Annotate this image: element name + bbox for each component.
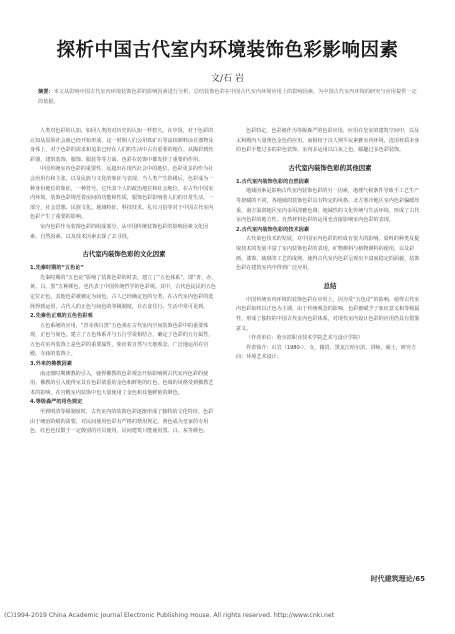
author-bio: 作者简介：石岩（1980-），女，籍贯，黑龙江哈尔滨，讲师，硕士，研究方向：环境艺术设计。: [236, 344, 417, 361]
intro-paragraph: 色彩特定，色彩被作为等级森严的色彩应用，应用在皇室的建筑空间中，以及太和殿内大量黄色金色的应用，而相较于汉人则平民素雅室内环境，选用材质本身的色彩不能过多的彩色装饰。室内多运用以白灰之色，邮趣过多色彩装饰。: [236, 128, 420, 154]
intro-paragraph: 中国传统室内色彩的重要性，远超出在现代社会中的地位。色彩更多的作为社会治用有和主张，以及民族与文化的象征与表现。当人类产生阶级后，色彩成为一种身份地位的象征，一种符号。它代表个人的政治地位和社会地位。在古代中国室内环境，装饰色彩规范着房间的功能和性质，服饰色彩影响着人们的日常生活。一部分，社会思想、民族文化、地域特征、科技技术、礼仪习俗等对于中国古代室内色彩产生了重要的影响。: [30, 166, 214, 221]
subsection-heading: 2.古代室内装饰色彩的技术因素: [236, 226, 310, 233]
author-affiliation: （作者单位：哈尔滨职业技术学院艺术与设计学院）: [246, 335, 364, 342]
section-heading: 古代室内装饰色彩的其他因素: [288, 163, 372, 172]
subsection-heading: 3.外来的佛教因素: [30, 361, 72, 368]
article-author: 文/石 岩: [211, 74, 244, 84]
subsection-heading: 2.先秦色正观的五色色彩观: [30, 313, 93, 320]
body-paragraph: 至到明清等级制度时，古代室内的装饰色彩逐渐形成了独特的文化特征。色彩由于统治阶级的需要，对民间使用色彩有严格的禁用规定。黄色成为皇家的专用色，红色也仅限于一定级别的官员使用，民间建筑只能使用黑、白、灰等颜色。: [30, 409, 214, 435]
body-paragraph: 地域因素是影响古代室内装饰色彩的另一因素，地理气候条件导致手工艺生产等禀赋的不同，各地域的装饰色彩具有特定的风格，北方寒冷地区室内色彩偏暖厚重，南方温润地区室内多用淡雅色调；地域性的文化传统与生活环境，形成了古代室内色彩的地方性。自然材料色彩的运用也直接影响室内色彩的表现。: [236, 188, 420, 224]
abstract-text: 本文从影响中国古代室内环境装饰色彩的影响因素进行分析，总结装饰色彩在中国古代室内环境应用上的影响因素，为中国古代室内环境的研究与应用提供一定的依据。: [38, 89, 417, 105]
abstract-label: 摘要：: [38, 89, 54, 95]
body-paragraph: 南北朝时期佛教的引入，使得佛教的色彩观念开始影响到古代室内色彩的使用。佛教的引入使得室具有色彩浓重的金色和鲜艳的红色，色调的风格受到佛教艺术的影响，在宫殿室内装饰中也大量使用了金色和其他鲜艳的颜色。: [30, 370, 214, 396]
section-heading: 古代室内装饰色彩的文化因素: [82, 250, 166, 259]
body-paragraph: 五色系统的应用，“青赤黄白黑”五色观在古代室内空间装饰色彩中的重要体现，正色与间色，建立了五色体系并与五行学说相结合，确定了色彩的五行属性，五色在室内装饰上是色彩的重要属性，象征着自然与天地观念，广泛地运用在宫殿、寺庙的装饰上。: [30, 322, 214, 358]
left-column: [30, 127, 218, 437]
journal-page-number: 时代建筑理论/65: [370, 575, 425, 583]
body-paragraph: 中国传统室内环境的装饰色彩在应用上，因为受“五色论”的影响，使得古代室内色彩始终以正色为主调，由于传统观念的影响，色彩被赋予了象征意义和等级属性，形成了独特的中国古代室内色彩体系，对现代室内设计色彩的应用仍具有借鉴意义。: [236, 296, 420, 332]
article-title: 探析中国古代室内环境装饰色彩影响因素: [56, 40, 399, 61]
subsection-heading: 1.古代室内装饰色彩的自然因素: [236, 178, 310, 185]
section-heading: 总结: [323, 281, 337, 290]
body-paragraph: 先秦时期的“五色论”影响了装饰色彩的时表，建立了“五色体系”，即“青、赤、黄、白、黑”五种颜色。也代表了中国传统哲学的色彩观。其中，古代色民民的五色定位正色，其他色彩被被定为间色，古人已经确定色的分类，在古代室内色彩的选择得到运用，古代人的正色与间色的等级制度，在衣食住行、生活中常可见到。: [30, 274, 217, 310]
subsection-heading: 4.等级森严的用色规定: [30, 399, 83, 406]
body-paragraph: 古代染色技术的发展，对中国室内色彩的形成有很大的影响。染料的种类及提取技术的发展丰富了室内装饰色彩的表现，矿物颜料与植物颜料的使用，以及彩画、漆饰、琉璃等工艺的成熟，使得古代室内色彩呈现出丰富而稳定的面貌，装饰色彩在建筑室内中得到广泛应用。: [236, 236, 420, 272]
subsection-heading: 1.先秦时期的“五色论”: [30, 265, 84, 272]
intro-paragraph: 室内色彩作为装饰色彩的组成部分，从中国传统装饰色彩的影响因素文化因素、自然因素、以及技术因素去探了去寻找。: [30, 223, 209, 240]
intro-paragraph: 人类对色彩的认知，如同人类的对历史的认知一样悠久。在中国，对于色彩的认知从原始社会就已经开始形成，这一时期人们会用铁矿石等涂抹颜料涂在器物及身体上，对于色彩的需求和追求已经在人们的生活中占有重要的地位。从陶彩到丝彩器，建筑装饰，服饰、服装等等方面，色彩在装饰中都发挥了重要的作用。: [30, 128, 214, 163]
copyright-line: (C)1994-2019 China Academic Journal Electronic Publishing House. All rights reserved. http://www.cnki.net: [4, 612, 335, 619]
abstract: [38, 87, 417, 107]
right-column: [236, 127, 424, 363]
